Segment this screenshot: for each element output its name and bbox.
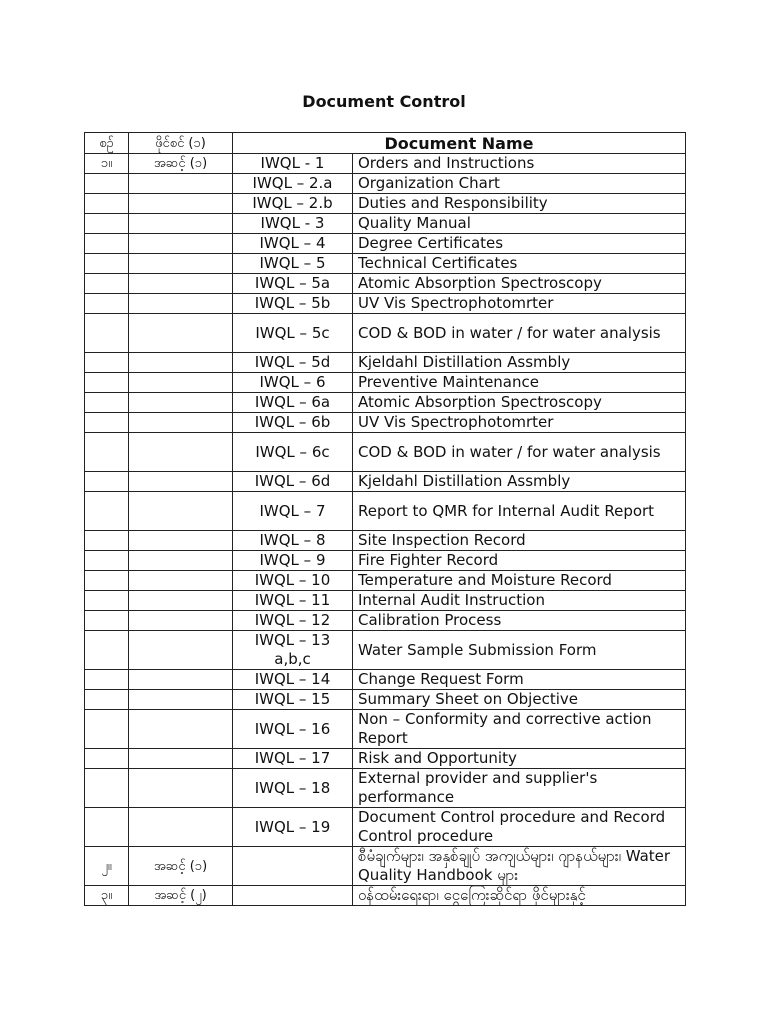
row-number <box>85 611 129 631</box>
table-row <box>85 591 686 611</box>
row-file-level <box>129 433 233 472</box>
row-document-code: IWQL - 3 <box>233 214 353 234</box>
row-file-level <box>129 492 233 531</box>
row-document-name: Site Inspection Record <box>353 531 686 551</box>
row-document-name: Duties and Responsibility <box>353 194 686 214</box>
row-number <box>85 769 129 808</box>
row-number: ၁။ <box>85 154 129 174</box>
table-row <box>85 294 686 314</box>
row-file-level <box>129 214 233 234</box>
table-row <box>85 214 686 234</box>
row-document-code: IWQL – 14 <box>233 670 353 690</box>
row-number <box>85 492 129 531</box>
row-number <box>85 234 129 254</box>
table-row <box>85 472 686 492</box>
row-document-name: Organization Chart <box>353 174 686 194</box>
table-row <box>85 611 686 631</box>
row-file-level <box>129 314 233 353</box>
row-document-name: Atomic Absorption Spectroscopy <box>353 274 686 294</box>
row-file-level <box>129 611 233 631</box>
table-row <box>85 710 686 749</box>
table-header-row <box>85 133 686 154</box>
row-number <box>85 710 129 749</box>
row-number <box>85 670 129 690</box>
row-document-name: Report to QMR for Internal Audit Report <box>353 492 686 531</box>
row-document-code: IWQL – 8 <box>233 531 353 551</box>
row-document-name: UV Vis Spectrophotomrter <box>353 413 686 433</box>
row-number <box>85 413 129 433</box>
row-document-name: Fire Fighter Record <box>353 551 686 571</box>
row-file-level <box>129 234 233 254</box>
row-file-level <box>129 174 233 194</box>
row-file-level <box>129 353 233 373</box>
row-document-name: Kjeldahl Distillation Assmbly <box>353 353 686 373</box>
row-document-name: Document Control procedure and Record Control procedure <box>353 808 686 847</box>
table-row <box>85 194 686 214</box>
row-number <box>85 373 129 393</box>
table-row <box>85 314 686 353</box>
row-document-code: IWQL – 5 <box>233 254 353 274</box>
row-document-name: Quality Manual <box>353 214 686 234</box>
row-file-level <box>129 591 233 611</box>
row-document-code: IWQL – 4 <box>233 234 353 254</box>
table-row <box>85 531 686 551</box>
row-number: ၃။ <box>85 886 129 906</box>
table-row <box>85 571 686 591</box>
table-row <box>85 808 686 847</box>
row-document-name: Water Sample Submission Form <box>353 631 686 670</box>
row-number <box>85 531 129 551</box>
table-row <box>85 886 686 906</box>
row-file-level: အဆင့် (၁) <box>129 154 233 174</box>
row-document-name: Summary Sheet on Objective <box>353 690 686 710</box>
row-document-name: Degree Certificates <box>353 234 686 254</box>
table-row <box>85 154 686 174</box>
table-row <box>85 749 686 769</box>
document-table <box>84 132 686 906</box>
row-number <box>85 214 129 234</box>
table-row <box>85 254 686 274</box>
row-document-name: Kjeldahl Distillation Assmbly <box>353 472 686 492</box>
row-document-code: IWQL – 2.a <box>233 174 353 194</box>
row-file-level <box>129 531 233 551</box>
row-number <box>85 690 129 710</box>
table-row <box>85 433 686 472</box>
row-file-level <box>129 413 233 433</box>
row-document-name: Calibration Process <box>353 611 686 631</box>
row-document-name: COD & BOD in water / for water analysis <box>353 314 686 353</box>
row-file-level <box>129 294 233 314</box>
row-document-name: Technical Certificates <box>353 254 686 274</box>
table-row <box>85 413 686 433</box>
row-number: ၂။ <box>85 847 129 886</box>
row-file-level <box>129 670 233 690</box>
table-row <box>85 551 686 571</box>
table-row <box>85 353 686 373</box>
row-number <box>85 294 129 314</box>
row-number <box>85 274 129 294</box>
row-file-level <box>129 749 233 769</box>
row-file-level <box>129 393 233 413</box>
row-document-code: IWQL – 5d <box>233 353 353 373</box>
row-document-code: IWQL – 5a <box>233 274 353 294</box>
header-no: စဉ် <box>85 133 129 154</box>
row-document-code: IWQL – 6c <box>233 433 353 472</box>
row-document-code: IWQL – 7 <box>233 492 353 531</box>
table-row <box>85 769 686 808</box>
row-file-level <box>129 690 233 710</box>
row-file-level: အဆင့် (၂) <box>129 886 233 906</box>
row-document-code: IWQL – 6a <box>233 393 353 413</box>
row-document-name: UV Vis Spectrophotomrter <box>353 294 686 314</box>
row-document-name: ဝန်ထမ်းရေးရာ၊ ငွေကြေးဆိုင်ရာ ဖိုင်များနှင့် <box>353 886 686 906</box>
row-document-code: IWQL – 18 <box>233 769 353 808</box>
row-document-code: IWQL – 5b <box>233 294 353 314</box>
header-file: ဖိုင်စင် (၁) <box>129 133 233 154</box>
row-file-level <box>129 710 233 749</box>
row-document-name: Orders and Instructions <box>353 154 686 174</box>
row-document-code: IWQL – 15 <box>233 690 353 710</box>
table-row <box>85 274 686 294</box>
row-file-level <box>129 808 233 847</box>
table-row <box>85 393 686 413</box>
row-number <box>85 353 129 373</box>
row-number <box>85 591 129 611</box>
row-document-name: Non – Conformity and corrective action Report <box>353 710 686 749</box>
row-document-code: IWQL – 17 <box>233 749 353 769</box>
row-document-code: IWQL – 9 <box>233 551 353 571</box>
row-document-code: IWQL - 1 <box>233 154 353 174</box>
row-file-level <box>129 631 233 670</box>
row-document-code: IWQL – 11 <box>233 591 353 611</box>
row-number <box>85 174 129 194</box>
row-document-code: IWQL – 19 <box>233 808 353 847</box>
row-file-level <box>129 571 233 591</box>
table-row <box>85 631 686 670</box>
row-number <box>85 194 129 214</box>
row-document-code: IWQL – 2.b <box>233 194 353 214</box>
row-document-name: Change Request Form <box>353 670 686 690</box>
row-file-level: အဆင့် (၁) <box>129 847 233 886</box>
row-document-code <box>233 886 353 906</box>
table-row <box>85 174 686 194</box>
row-document-code: IWQL – 5c <box>233 314 353 353</box>
row-document-code: IWQL – 16 <box>233 710 353 749</box>
row-file-level <box>129 373 233 393</box>
row-number <box>85 314 129 353</box>
row-document-name: Risk and Opportunity <box>353 749 686 769</box>
row-file-level <box>129 194 233 214</box>
row-number <box>85 749 129 769</box>
row-document-code <box>233 847 353 886</box>
row-file-level <box>129 274 233 294</box>
table-row <box>85 690 686 710</box>
row-document-code: IWQL – 13 a,b,c <box>233 631 353 670</box>
row-document-code: IWQL – 6 <box>233 373 353 393</box>
row-number <box>85 551 129 571</box>
row-document-name: Temperature and Moisture Record <box>353 571 686 591</box>
row-number <box>85 393 129 413</box>
row-number <box>85 254 129 274</box>
row-document-code: IWQL – 12 <box>233 611 353 631</box>
row-document-name: Atomic Absorption Spectroscopy <box>353 393 686 413</box>
row-document-code: IWQL – 10 <box>233 571 353 591</box>
row-number <box>85 571 129 591</box>
document-title: Document Control <box>302 92 466 111</box>
header-document-name: Document Name <box>233 133 686 154</box>
table-row <box>85 670 686 690</box>
row-file-level <box>129 472 233 492</box>
table-row <box>85 234 686 254</box>
table-row <box>85 373 686 393</box>
row-document-name: COD & BOD in water / for water analysis <box>353 433 686 472</box>
row-file-level <box>129 769 233 808</box>
row-document-name: Internal Audit Instruction <box>353 591 686 611</box>
row-document-name: စီမံချက်များ၊ အနှစ်ချုပ် အကျယ်များ၊ ဂျာနယ်များ၊ Water Quality Handbook များ <box>353 847 686 886</box>
row-number <box>85 433 129 472</box>
row-document-name: External provider and supplier's performance <box>353 769 686 808</box>
row-file-level <box>129 254 233 274</box>
row-document-name: Preventive Maintenance <box>353 373 686 393</box>
row-file-level <box>129 551 233 571</box>
table-row <box>85 847 686 886</box>
row-number <box>85 631 129 670</box>
row-document-code: IWQL – 6d <box>233 472 353 492</box>
row-number <box>85 808 129 847</box>
table-row <box>85 492 686 531</box>
row-number <box>85 472 129 492</box>
row-document-code: IWQL – 6b <box>233 413 353 433</box>
